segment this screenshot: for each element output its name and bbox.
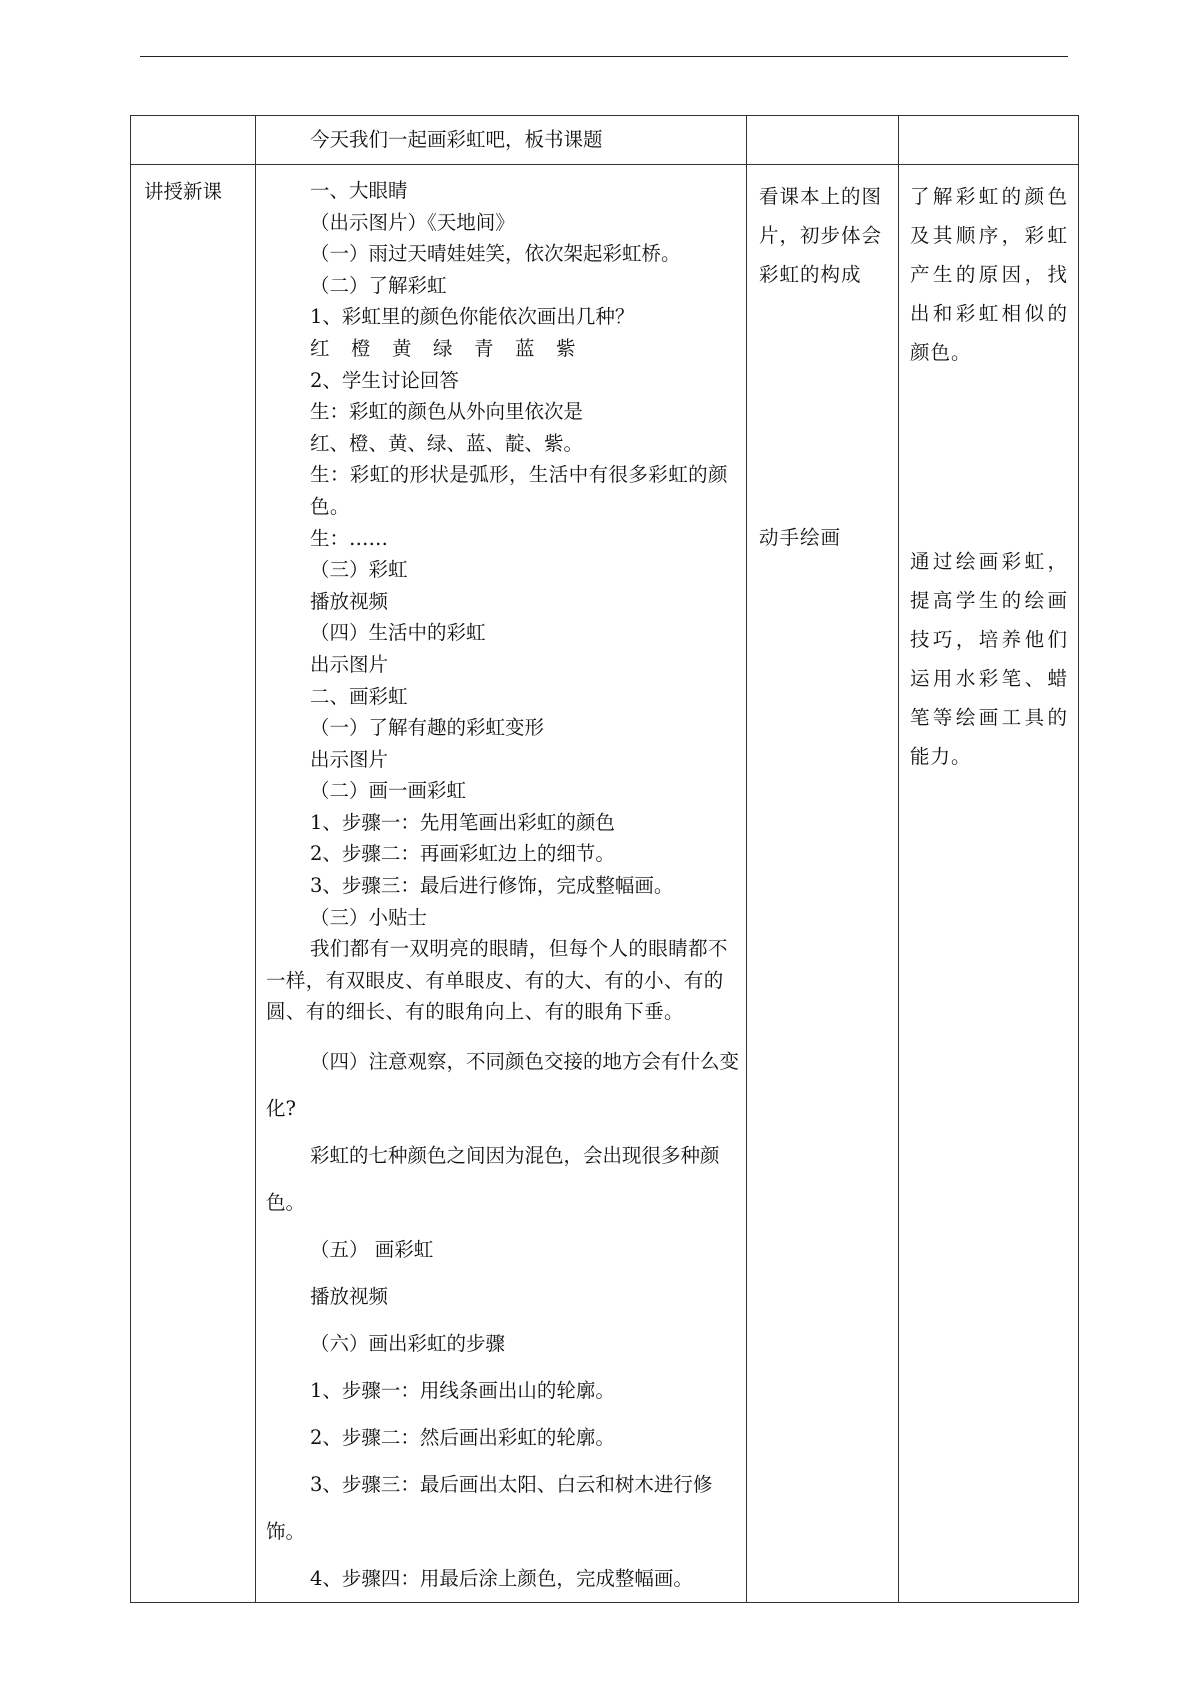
color-word: 绿 <box>433 336 453 360</box>
content-line: 播放视频 <box>310 589 389 613</box>
table-row-intro <box>131 116 1079 165</box>
cell-content <box>256 165 747 1603</box>
color-word: 黄 <box>392 336 412 360</box>
cell-empty-activity <box>747 116 899 165</box>
activity-text: 动手绘画 <box>759 526 842 549</box>
color-word: 橙 <box>351 336 371 360</box>
content-line: （五） 画彩虹 <box>310 1238 434 1262</box>
activity-text: 看课本上的图片，初步体会彩虹的构成 <box>759 185 883 286</box>
content-line: 1、彩虹里的颜色你能依次画出几种？ <box>310 305 635 329</box>
step-line: 2、步骤二：然后画出彩虹的轮廓。 <box>310 1426 615 1450</box>
cell-intro <box>256 116 747 165</box>
content-line: （三）小贴士 <box>310 905 428 929</box>
cell-empty-intent <box>899 116 1079 165</box>
content-line: 2、学生讨论回答 <box>310 368 459 392</box>
content-line: 生：…… <box>310 526 389 550</box>
content-line: 二、画彩虹 <box>310 684 408 708</box>
stage-label: 讲授新课 <box>144 180 223 203</box>
student-activity <box>747 165 898 557</box>
teaching-content <box>256 165 746 1602</box>
tips-paragraph: 我们都有一双明亮的眼睛，但每个人的眼睛都不一样，有双眼皮、有单眼皮、有的大、有的小、有的圆、有的细长、有的眼角向上、有的眼角下垂。 <box>266 937 728 1024</box>
intro-text: 今天我们一起画彩虹吧，板书课题 <box>310 128 603 151</box>
content-line: （出示图片）《天地间》 <box>310 210 515 234</box>
cell-intent <box>899 165 1079 1603</box>
content-line: 出示图片 <box>310 652 389 676</box>
content-line: 1、步骤一：先用笔画出彩虹的颜色 <box>310 810 615 834</box>
content-line: （四）生活中的彩虹 <box>310 621 486 645</box>
mix-paragraph: 彩虹的七种颜色之间因为混色，会出现很多种颜色。 <box>266 1144 720 1215</box>
content-line: （一）雨过天晴娃娃笑，依次架起彩虹桥。 <box>310 242 681 266</box>
color-word: 紫 <box>556 336 576 360</box>
content-line: 红、橙、黄、绿、蓝、靛、紫。 <box>310 431 584 455</box>
content-line: 播放视频 <box>310 1285 389 1309</box>
step-line: 1、步骤一：用线条画出山的轮廓。 <box>310 1379 615 1403</box>
observe-paragraph: （四）注意观察，不同颜色交接的地方会有什么变化? <box>266 1050 740 1121</box>
content-line: （二）了解彩虹 <box>310 273 447 297</box>
step-line: 3、步骤三：最后画出太阳、白云和树木进行修饰。 <box>266 1473 713 1544</box>
rainbow-color-list <box>266 333 740 365</box>
cell-stage <box>131 165 256 1603</box>
content-line: 生：彩虹的颜色从外向里依次是 <box>310 400 584 424</box>
color-word: 红 <box>310 336 330 360</box>
table-row-main <box>131 165 1079 1603</box>
color-word: 蓝 <box>515 336 535 360</box>
content-paragraph: 生：彩虹的形状是弧形，生活中有很多彩虹的颜色。 <box>310 463 728 518</box>
content-line: 3、步骤三：最后进行修饰，完成整幅画。 <box>310 874 674 898</box>
intent-text: 了解彩虹的颜色及其顺序，彩虹产生的原因，找出和彩虹相似的颜色。 <box>910 185 1068 364</box>
cell-activity <box>747 165 899 1603</box>
design-intent <box>899 165 1078 776</box>
content-line: （二）画一画彩虹 <box>310 779 467 803</box>
step-line: 4、步骤四：用最后涂上颜色，完成整幅画。 <box>310 1567 693 1591</box>
content-line: 2、步骤二：再画彩虹边上的细节。 <box>310 842 615 866</box>
header-rule <box>140 56 1068 57</box>
content-line: 出示图片 <box>310 747 389 771</box>
lesson-plan-table <box>130 115 1079 1603</box>
content-line: （一）了解有趣的彩虹变形 <box>310 716 545 740</box>
intent-text: 通过绘画彩虹，提高学生的绘画技巧，培养他们运用水彩笔、蜡笔等绘画工具的能力。 <box>910 550 1068 768</box>
content-line: （六）画出彩虹的步骤 <box>310 1332 506 1356</box>
color-word: 青 <box>474 336 494 360</box>
cell-empty-stage <box>131 116 256 165</box>
content-line: （三）彩虹 <box>310 558 408 582</box>
content-line: 一、大眼睛 <box>310 179 408 202</box>
